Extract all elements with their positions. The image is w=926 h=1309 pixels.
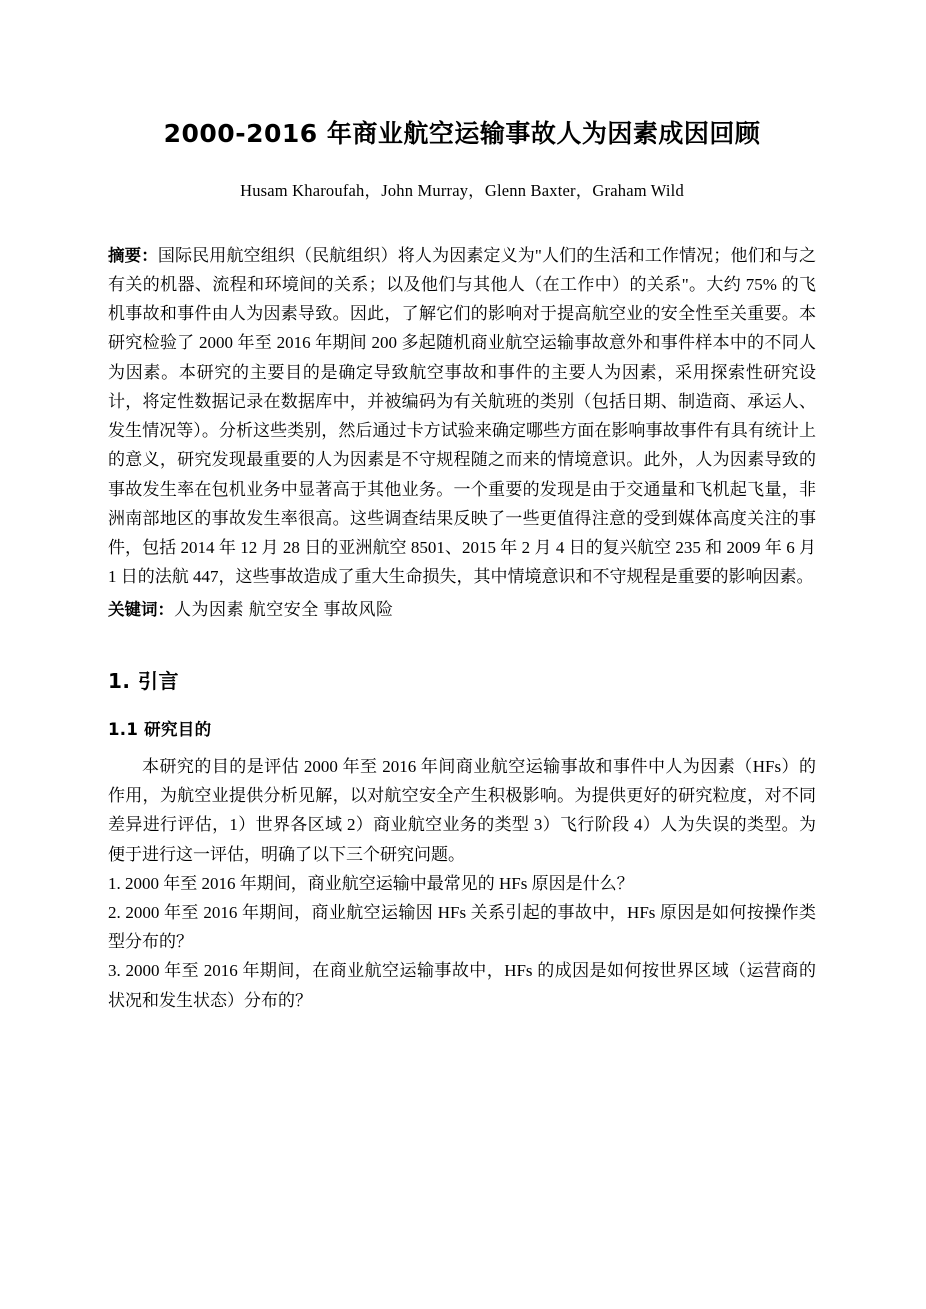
keywords-label: 关键词： xyxy=(108,600,174,620)
page-title: 2000-2016 年商业航空运输事故人为因素成因回顾 xyxy=(163,119,761,148)
section-paragraph: 本研究的目的是评估 2000 年至 2016 年间商业航空运输事故和事件中人为因素（HFs）的作用，为航空业提供分析见解，以对航空安全产生积极影响。为提供更好的研究粒度，对不同差异进行评估，1）世界各区域 2）商业航空业务的类型 3）飞行阶段 4）人为失误的类型。为便于进行这一评估，明确了以下三个研究问题。 xyxy=(108,756,816,864)
abstract-block xyxy=(108,241,816,592)
research-question-3: 3. 2000 年至 2016 年期间，在商业航空运输事故中，HFs 的成因是如何按世界区域（运营商的状况和发生状态）分布的？ xyxy=(108,961,816,1010)
subsection-heading-1-1: 1.1 研究目的 xyxy=(108,719,212,739)
research-question-2: 2. 2000 年至 2016 年期间，商业航空运输因 HFs 关系引起的事故中，HFs 原因是如何按操作类型分布的？ xyxy=(108,903,816,952)
research-question-1: 1. 2000 年至 2016 年期间，商业航空运输中最常见的 HFs 原因是什么？ xyxy=(108,873,634,893)
keywords-text: 人为因素 航空安全 事故风险 xyxy=(174,600,394,620)
abstract-label: 摘要： xyxy=(108,245,158,265)
abstract-text: 国际民用航空组织（民航组织）将人为因素定义为"人们的生活和工作情况；他们和与之有关的机器、流程和环境间的关系；以及他们与其他人（在工作中）的关系"。大约 75% 的飞机事故和事件由人为因素导致。因此，了解它们的影响对于提高航空业的安全性至关重要。本研究检验了 2000 年至 2016 年期间 200 多起随机商业航空运输事故意外和事件样本中的不同人为因素。本研究的主要目的是确定导致航空事故和事件的主要人为因素，采用探索性研究设计，将定性数据记录在数据库中，并被编码为有关航班的类别（包括日期、制造商、承运人、发生情况等）。分析这些类别，然后通过卡方试验来确定哪些方面在影响事故事件有具有统计上的意义，研究发现最重要的人为因素是不守规程随之而来的情境意识。此外，人为因素导致的事故发生率在包机业务中显著高于其他业务。一个重要的发现是由于交通量和飞机起飞量，非洲南部地区的事故发生率很高。这些调查结果反映了一些更值得注意的受到媒体高度关注的事件，包括 2014 年 12 月 28 日的亚洲航空 8501、2015 年 2 月 4 日的复兴航空 235 和 2009 年 6 月 1 日的法航 447，这些事故造成了重大生命损失，其中情境意识和不守规程是重要的影响因素。 xyxy=(108,245,816,587)
section-heading-1: 1. 引言 xyxy=(108,668,179,693)
keywords-block xyxy=(108,595,816,624)
author-list: Husam Kharoufah，John Murray，Glenn Baxter，Graham Wild xyxy=(240,180,684,200)
